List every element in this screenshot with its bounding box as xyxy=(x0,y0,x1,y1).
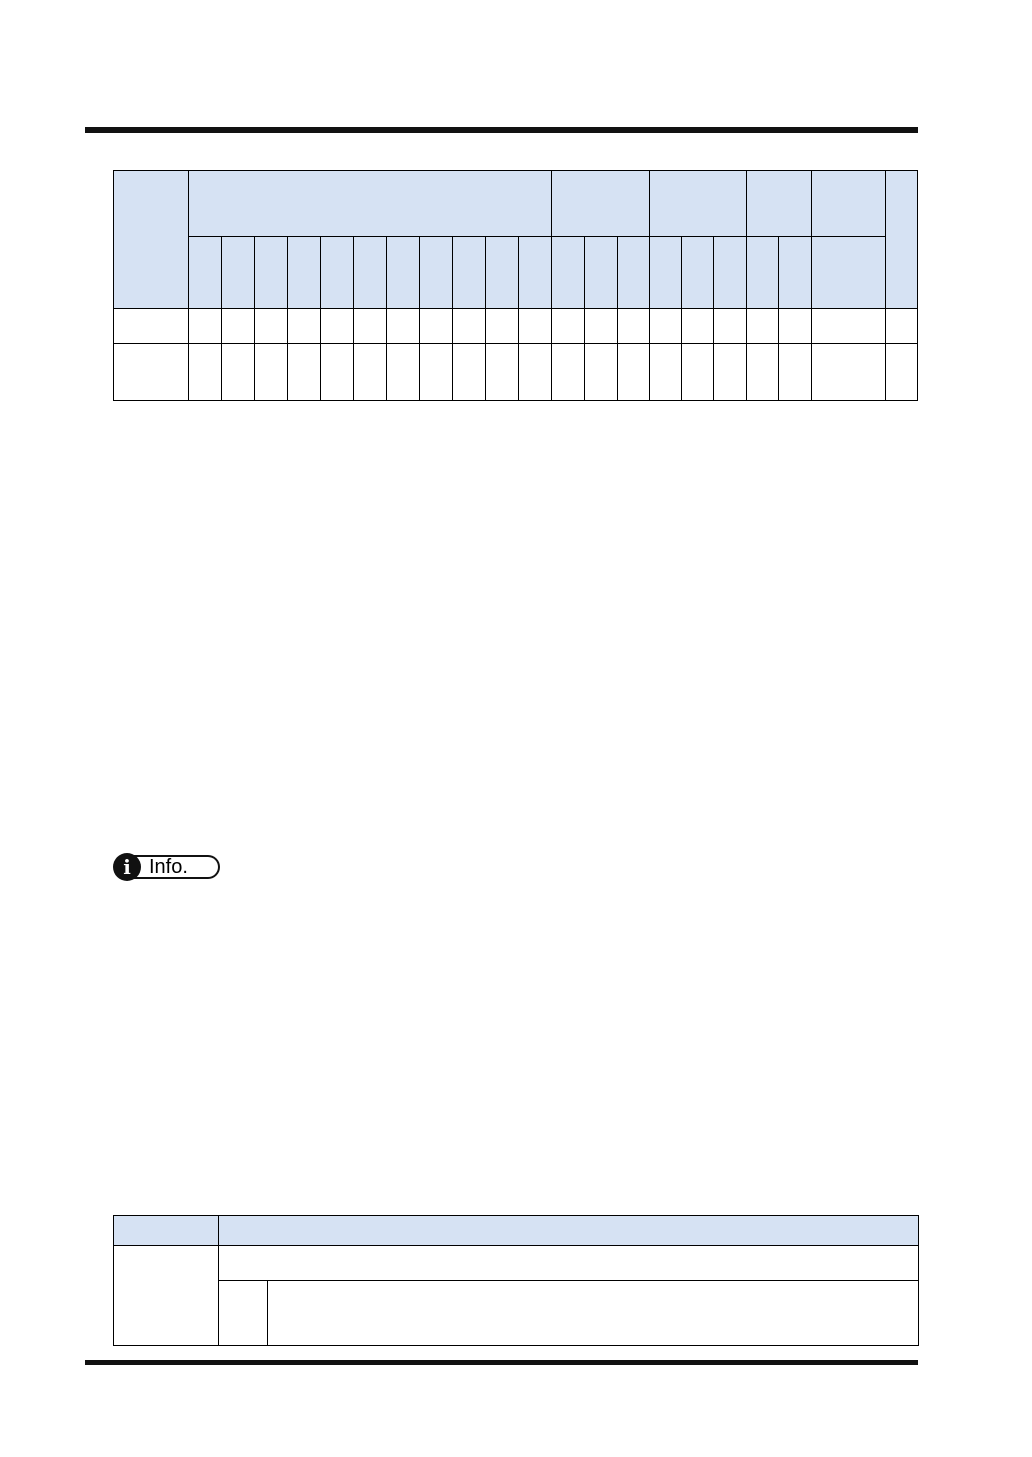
table-cell xyxy=(288,309,321,344)
bit-header xyxy=(714,237,747,309)
bit-header xyxy=(420,237,453,309)
table-cell xyxy=(812,344,886,401)
table-cell xyxy=(255,309,288,344)
parameter-header xyxy=(114,1216,219,1246)
table-cell xyxy=(387,344,420,401)
bit-header xyxy=(585,237,618,309)
table-cell xyxy=(747,344,779,401)
table-cell xyxy=(354,344,387,401)
table-cell xyxy=(354,309,387,344)
operand-cell xyxy=(114,309,189,344)
sub-description-cell xyxy=(268,1281,919,1346)
bit-header xyxy=(453,237,486,309)
bit-header xyxy=(618,237,650,309)
table-row xyxy=(114,1246,919,1281)
table-cell xyxy=(585,344,618,401)
table-cell xyxy=(288,344,321,401)
bit-header xyxy=(222,237,255,309)
remarks-cell xyxy=(886,309,918,344)
bit-header xyxy=(189,237,222,309)
info-icon xyxy=(113,853,141,881)
operand-cell xyxy=(114,344,189,401)
index-group-header xyxy=(747,171,812,237)
table-cell xyxy=(222,309,255,344)
table-cell xyxy=(453,309,486,344)
bit-header xyxy=(519,237,552,309)
table-cell xyxy=(552,309,585,344)
table-row xyxy=(114,1281,919,1346)
table-cell xyxy=(519,344,552,401)
table-cell xyxy=(453,344,486,401)
table-cell xyxy=(682,309,714,344)
table-cell xyxy=(321,344,354,401)
info-label-pill xyxy=(133,855,220,879)
table-cell xyxy=(321,309,354,344)
table-cell xyxy=(222,344,255,401)
parameter-cell xyxy=(114,1246,219,1346)
table-cell xyxy=(812,309,886,344)
table-cell xyxy=(747,309,779,344)
table-cell xyxy=(682,344,714,401)
operand-header xyxy=(114,171,189,309)
table-cell xyxy=(650,344,682,401)
table-row xyxy=(114,309,918,344)
bit-header xyxy=(354,237,387,309)
bit-header xyxy=(650,237,682,309)
table-cell xyxy=(714,344,747,401)
sub-index-cell xyxy=(219,1281,268,1346)
bit-header xyxy=(682,237,714,309)
constant-group-header xyxy=(812,171,886,237)
parameter-table xyxy=(113,1215,919,1346)
table-cell xyxy=(779,309,812,344)
bit-header xyxy=(321,237,354,309)
table-row xyxy=(114,344,918,401)
table-cell xyxy=(387,309,420,344)
operand-table xyxy=(113,170,918,401)
table-cell xyxy=(486,309,519,344)
table-cell xyxy=(618,309,650,344)
bit-header xyxy=(747,237,779,309)
table-cell xyxy=(585,309,618,344)
table-cell xyxy=(420,344,453,401)
info-label: Info. xyxy=(149,855,188,878)
table-cell xyxy=(714,309,747,344)
relay-group-header xyxy=(189,171,552,237)
table-cell xyxy=(420,309,453,344)
info-glyph: i xyxy=(123,855,131,879)
table-cell xyxy=(618,344,650,401)
table-cell xyxy=(650,309,682,344)
remarks-cell xyxy=(886,344,918,401)
table-cell xyxy=(779,344,812,401)
table-cell xyxy=(189,309,222,344)
header-rule xyxy=(85,127,918,133)
table-cell xyxy=(486,344,519,401)
bit-header xyxy=(486,237,519,309)
bit-header xyxy=(812,237,886,309)
bit-header xyxy=(387,237,420,309)
table-cell xyxy=(189,344,222,401)
info-badge xyxy=(113,853,220,881)
footer-rule xyxy=(85,1360,918,1365)
description-cell xyxy=(219,1246,919,1281)
bit-header xyxy=(779,237,812,309)
table-cell xyxy=(519,309,552,344)
remarks-header xyxy=(886,171,918,309)
table-cell xyxy=(255,344,288,401)
bit-header xyxy=(552,237,585,309)
timer-counter-group-header xyxy=(552,171,650,237)
bit-header xyxy=(288,237,321,309)
bit-header xyxy=(255,237,288,309)
description-header xyxy=(219,1216,919,1246)
register-group-header xyxy=(650,171,747,237)
table-cell xyxy=(552,344,585,401)
